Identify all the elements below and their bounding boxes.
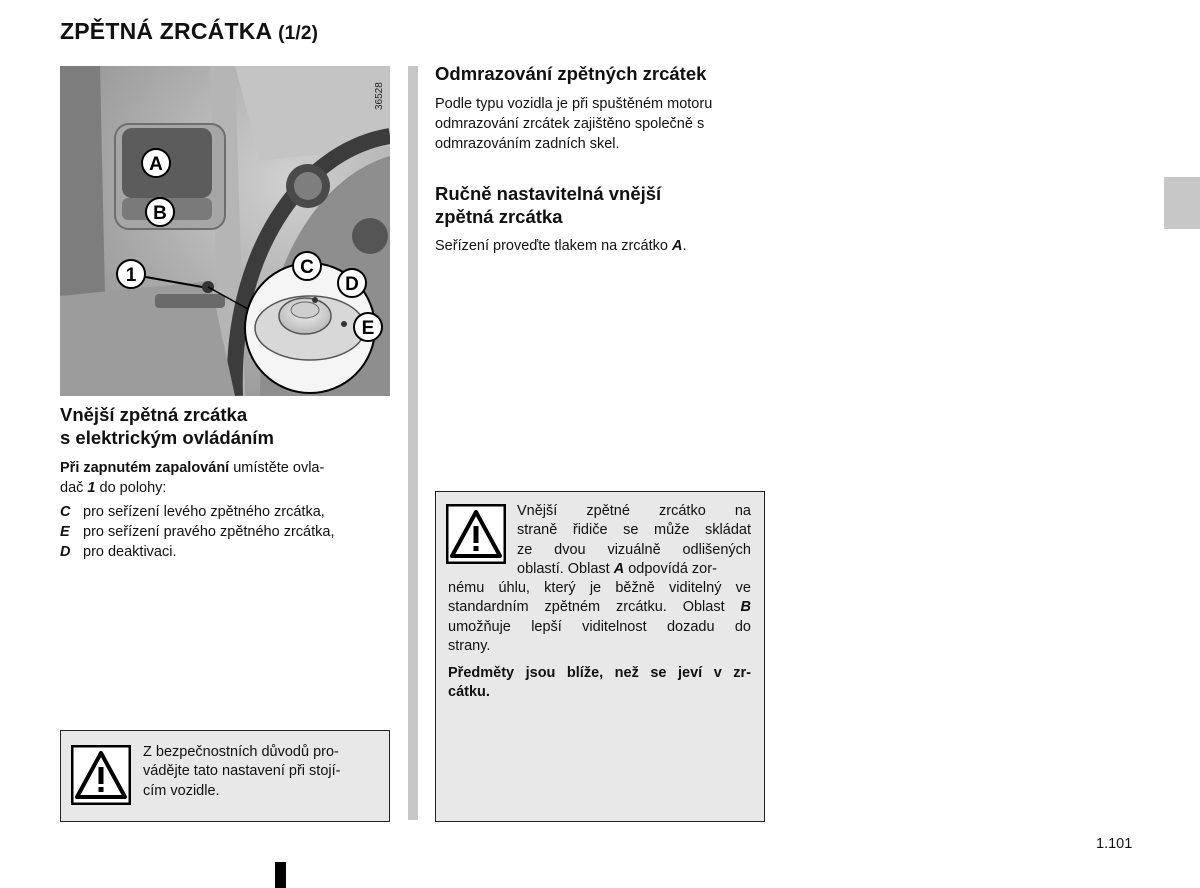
list-item: [60, 502, 390, 522]
zone-key-b: B: [740, 599, 751, 616]
item-key: C: [60, 504, 71, 520]
warning-span: standardním zpětném zrcátku. Oblast: [448, 599, 741, 616]
text-line: odmrazování zrcátek zajištěno společně s: [435, 116, 705, 132]
intro-text: dač: [60, 480, 88, 496]
label-e: E: [361, 318, 375, 339]
label-a: A: [149, 154, 163, 175]
heading-line: s elektrickým ovládáním: [60, 427, 274, 448]
intro-text: umístěte ovla-: [229, 460, 325, 476]
list-item: [60, 522, 390, 542]
label-d: D: [345, 274, 359, 295]
warning-line: umožňuje lepší viditelnost dozadu do: [448, 618, 751, 635]
warning-line: vádějte tato nastavení při stojí-: [143, 763, 341, 780]
column-divider: [408, 66, 418, 820]
intro-key: 1: [87, 480, 96, 496]
manual-key: A: [672, 238, 683, 254]
label-c: C: [300, 257, 314, 278]
warning-line: Z bezpečnostních důvodů pro-: [143, 744, 339, 760]
warning-line: [517, 560, 751, 579]
heading-line: Vnější zpětná zrcátka: [60, 404, 248, 425]
defrost-heading: Odmrazování zpětných zrcátek: [435, 63, 707, 84]
intro-text: do polohy:: [95, 480, 167, 496]
safety-warning-text: [143, 743, 379, 801]
item-key: D: [60, 544, 71, 560]
warning-line: cátku.: [448, 684, 490, 701]
position-list: [60, 502, 390, 562]
manual-text-end: .: [682, 238, 687, 254]
warning-emphasis: [448, 664, 751, 703]
warning-line: Předměty jsou blíže, než se jeví v zr-: [448, 665, 751, 681]
item-text: pro seřízení pravého zpětného zrcátka,: [83, 524, 335, 540]
title-text: ZPĚTNÁ ZRCÁTKA: [60, 18, 272, 44]
warning-line: strany.: [448, 637, 491, 654]
warning-icon: [446, 504, 506, 564]
manual-text-body: Seřízení proveďte tlakem na zrcátko: [435, 238, 672, 254]
warning-line: cím vozidle.: [143, 782, 220, 799]
warning-text-top: [517, 502, 751, 579]
defrost-text: [435, 94, 765, 154]
warning-icon: [71, 745, 131, 805]
zone-key-a: A: [613, 560, 625, 577]
item-text: pro deaktivaci.: [83, 544, 177, 560]
electric-intro: [60, 458, 390, 498]
bottom-marker: [275, 862, 286, 888]
page-number: 1.101: [1096, 836, 1133, 852]
safety-warning-box: [60, 730, 390, 822]
item-text: pro seřízení levého zpětného zrcátka,: [83, 504, 325, 520]
mirror-zone-warning-box: [435, 491, 765, 822]
electric-mirrors-heading: [60, 403, 274, 449]
warning-line: straně řidiče se může skládat: [517, 522, 751, 539]
manual-text: [435, 236, 765, 256]
warning-span: oblastí. Oblast: [517, 560, 614, 577]
mirror-control-illustration: [60, 66, 390, 396]
warning-line: [448, 598, 751, 617]
list-item: [60, 542, 390, 562]
heading-line: zpětná zrcátka: [435, 206, 563, 227]
warning-line: ze dvou vizuálně odlišených: [517, 541, 751, 558]
warning-line: nému úhlu, který je běžně viditelný ve: [448, 580, 751, 596]
manual-mirrors-heading: [435, 182, 661, 228]
intro-bold: Při zapnutém zapalování: [60, 460, 230, 476]
page-title: [60, 18, 318, 45]
warning-span: odpovídá zor-: [624, 560, 717, 577]
section-tab: [1164, 177, 1200, 229]
text-line: Podle typu vozidla je při spuštěném motoru: [435, 96, 713, 112]
heading-line: Ručně nastavitelná vnější: [435, 183, 662, 204]
label-b: B: [153, 203, 167, 224]
label-1: 1: [125, 265, 137, 286]
item-key: E: [60, 524, 70, 540]
text-line: odmrazováním zadních skel.: [435, 136, 620, 152]
title-part: (1/2): [278, 23, 319, 44]
figure-number: 36528: [374, 82, 385, 110]
warning-line: Vnější zpětné zrcátko na: [517, 503, 751, 519]
warning-text-bottom: [448, 579, 751, 656]
